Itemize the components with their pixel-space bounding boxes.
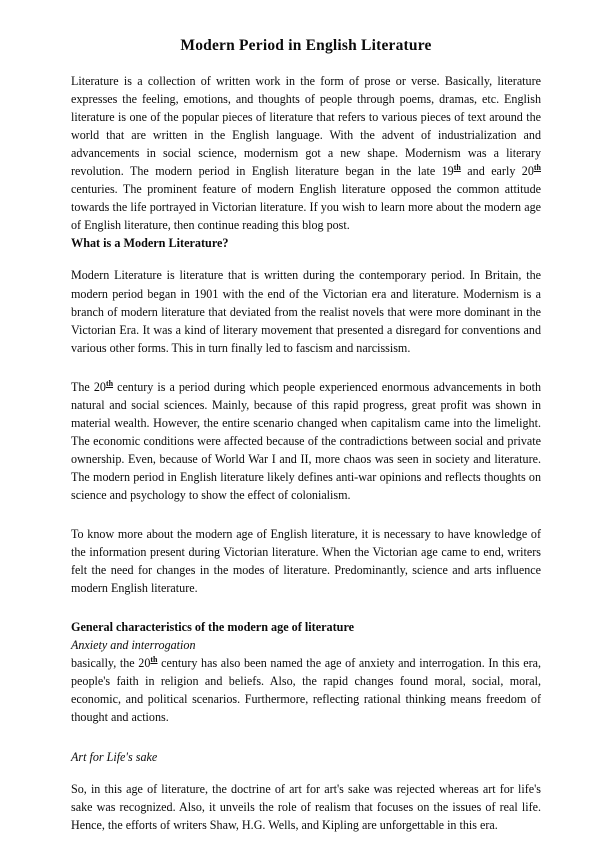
heading-what-is-modern-literature: What is a Modern Literature?: [71, 236, 229, 251]
paragraph-20th-century: [71, 378, 541, 504]
spacer: [71, 766, 541, 780]
paragraph-anxiety-text-a: basically, the 20: [71, 656, 151, 671]
ordinal-suffix-20th: th: [105, 378, 114, 388]
ordinal-suffix-20th: th: [533, 163, 541, 173]
page-title: Modern Period in English Literature: [180, 37, 432, 54]
spacer: [71, 516, 541, 525]
paragraph-intro-text-c: centuries. The prominent feature of modern English literature opposed the common attitude towards the life portrayed in Victorian literature. If you wish to learn more about the modern age of English literature, then continue reading this blog post.: [71, 182, 541, 233]
paragraph-victorian-knowledge: To know more about the modern age of English literature, it is necessary to have knowledge of the information present during Victorian literature. When the Victorian age came to end, writers felt the need for changes in the modes of literature. Predominantly, science and arts influence modern English literature.: [71, 527, 541, 596]
paragraph-anxiety-interrogation: [71, 654, 541, 726]
spacer: [71, 727, 541, 748]
paragraph-modern-literature-definition: Modern Literature is literature that is written during the contemporary period. In Britain, the modern period began in 1901 with the end of the Victorian era and literature. Modernism is a branch of modern literature that deviated from the realist novels that were more dominant in the Victorian Era. It was a kind of literary movement that presented a disregard for conventions and various other forms. This in turn finally led to fascism and narcissism.: [71, 268, 541, 355]
paragraph-art-for-lifes-sake: So, in this age of literature, the doctrine of art for art's sake was rejected whereas art for life's sake was recognized. Also, it unveils the role of realism that focuses on the issues of real life. Hence, the efforts of writers Shaw, H.G. Wells, and Kipling are unforgettable in this era.: [71, 781, 541, 832]
subheading-anxiety-and-interrogation: Anxiety and interrogation: [71, 638, 196, 653]
document-body: [71, 36, 541, 846]
spacer: [71, 609, 541, 618]
paragraph-20th-century-text-b: century is a period during which people experienced enormous advancements in both natural and social sciences. Mainly, because of this rapid progress, great profit was shown in material wealth. However, the entire scenario changed when capitalism came into the limelight. The economic conditions were affected because of the contradictions between social and private ownership. Even, because of World War I and II, more chaos was seen in society and literature. The modern period in English literature likely defines anti-war opinions and reflects thoughts on science and psychology to show the effect of colonialism.: [71, 379, 541, 502]
paragraph-anxiety-text-b: century has also been named the age of anxiety and interrogation. In this era, people's faith in religion and beliefs. Also, the rapid changes found moral, social, moral, economic, and political scenarios. Furthermore, reflecting rational thinking means freedom of thought and actions.: [71, 656, 541, 725]
spacer: [71, 369, 541, 378]
paragraph-intro-text-a: Literature is a collection of written work in the form of prose or verse. Basically, literature expresses the feeling, emotions, and thoughts of people through poems, dramas, etc. English literature is one of the popular pieces of literature that refers to various pieces of text around the world that are written in the English language. With the advent of industrialization and advancements in social science, modernism got a new shape. Modernism was a literary revolution. The modern period in English literature began in the late 19: [71, 74, 541, 179]
ordinal-suffix-19th: th: [453, 163, 461, 173]
paragraph-intro: [71, 72, 541, 234]
heading-general-characteristics: General characteristics of the modern age of literature: [71, 620, 355, 635]
subheading-art-for-lifes-sake: Art for Life's sake: [71, 749, 158, 764]
paragraph-20th-century-text-a: The 20: [71, 379, 106, 394]
spacer: [71, 252, 541, 266]
ordinal-suffix-20th: th: [150, 655, 158, 665]
paragraph-intro-text-b: and early 20: [460, 164, 534, 179]
